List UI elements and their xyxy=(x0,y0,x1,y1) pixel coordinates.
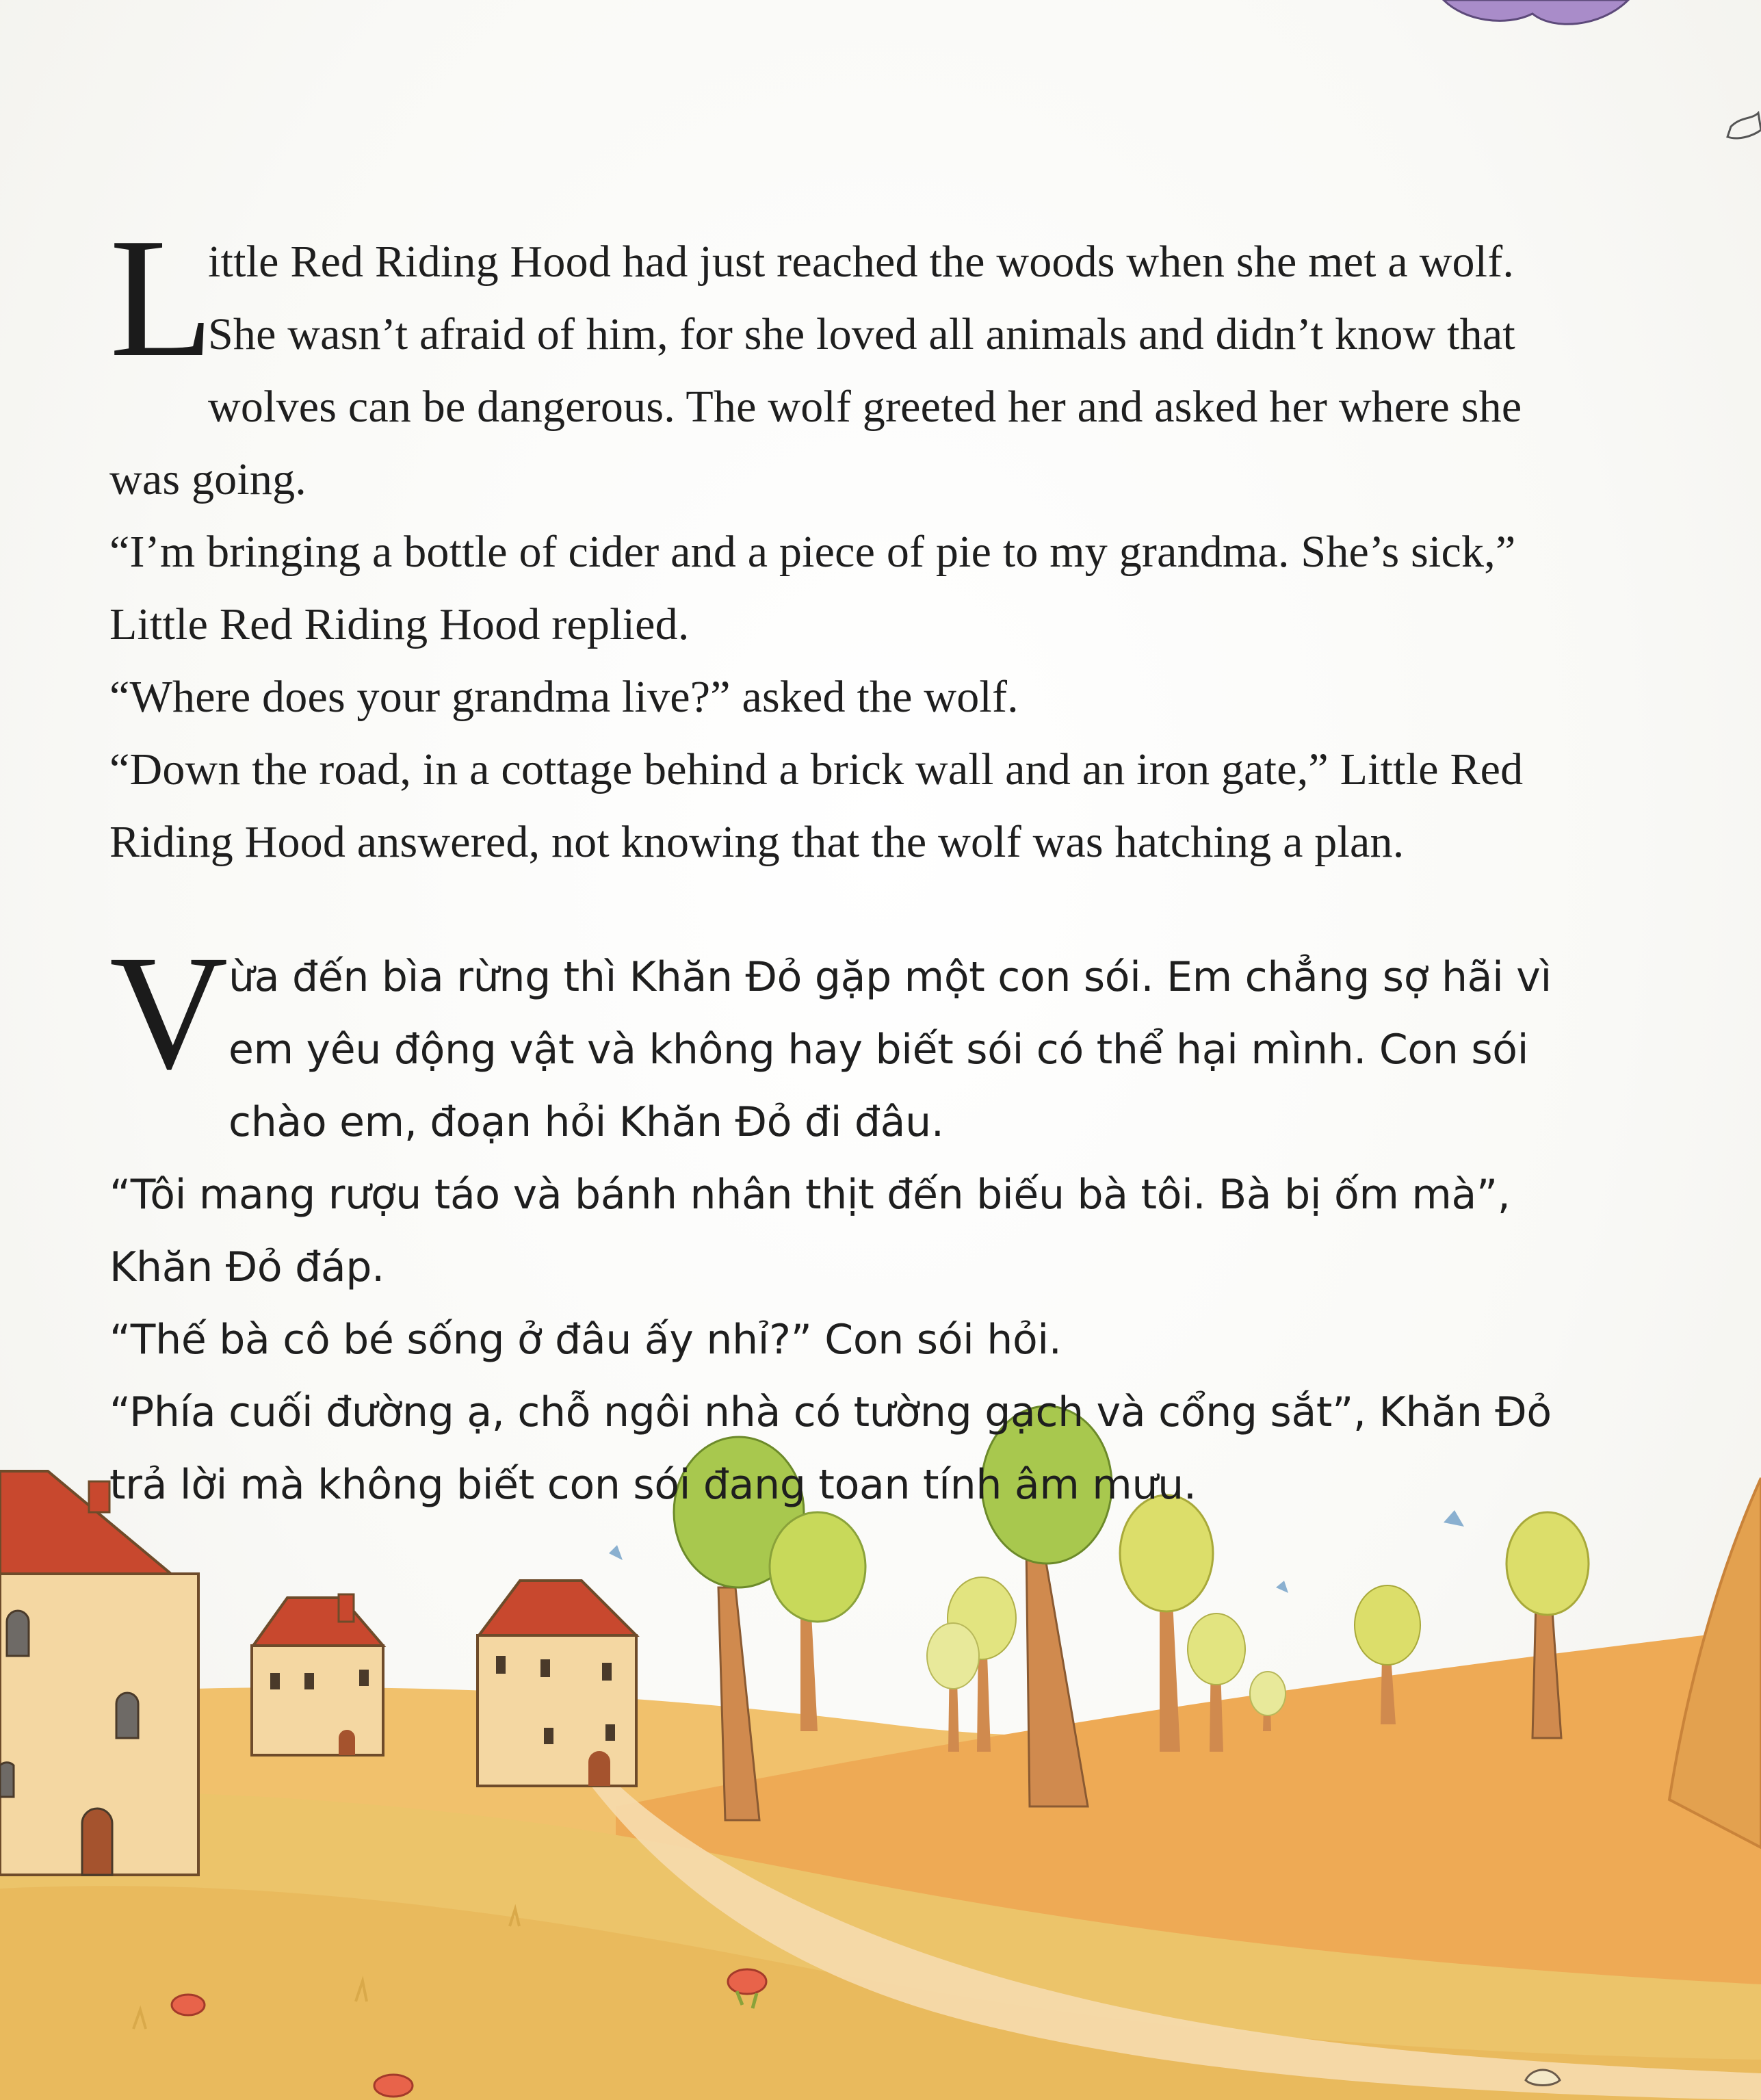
flower-icon xyxy=(172,1995,205,2015)
house-icon xyxy=(252,1594,383,1755)
house-icon xyxy=(478,1581,636,1786)
bird-icon xyxy=(609,1545,623,1560)
vietnamese-paragraph-2: “Tôi mang rượu táo và bánh nhân thịt đến biếu bà tôi. Bà bị ốm mà”, Khăn Đỏ đáp. xyxy=(109,1171,1511,1291)
vietnamese-paragraph-4: “Phía cuối đường ạ, chỗ ngôi nhà có tường gạch và cổng sắt”, Khăn Đỏ trả lời mà không biết con sói đang toan tính âm mưu. xyxy=(109,1388,1552,1509)
vietnamese-paragraph-1 xyxy=(109,921,1574,1158)
vietnamese-paragraph-3: “Thế bà cô bé sống ở đâu ấy nhỉ?” Con sói hỏi. xyxy=(109,1316,1062,1364)
bird-sketch-icon xyxy=(1727,113,1761,138)
purple-cloud-icon xyxy=(1444,0,1628,24)
bird-icon xyxy=(1276,1581,1288,1593)
tree-icon xyxy=(770,1512,865,1731)
vietnamese-story-text xyxy=(109,921,1574,1521)
english-paragraph-2: “I’m bringing a bottle of cider and a piece of pie to my grandma. She’s sick,” Little Red Riding Hood replied. xyxy=(109,527,1516,649)
flower-icon xyxy=(374,2075,413,2097)
house-icon xyxy=(0,1471,198,1875)
english-paragraph-3: “Where does your grandma live?” asked the wolf. xyxy=(109,672,1019,722)
vietnamese-drop-cap: V xyxy=(109,921,229,1103)
english-story-text xyxy=(109,203,1574,879)
vietnamese-paragraph-1-text: ừa đến bìa rừng thì Khăn Đỏ gặp một con sói. Em chẳng sợ hãi vì em yêu động vật và không hay biết sói có thể hại mình. Con sói chào em, đoạn hỏi Khăn Đỏ đi đâu. xyxy=(229,953,1552,1146)
english-paragraph-1-text: ittle Red Riding Hood had just reached the woods when she met a wolf. She wasn’t afraid of him, for she loved all animals and didn’t know that wolves can be dangerous. The wolf greeted her and asked her where she was going. xyxy=(109,237,1522,504)
english-paragraph-4: “Down the road, in a cottage behind a brick wall and an iron gate,” Little Red Riding Hood answered, not knowing that the wolf was hatching a plan. xyxy=(109,744,1524,867)
english-drop-cap: L xyxy=(109,203,214,393)
english-paragraph-1 xyxy=(109,203,1574,516)
